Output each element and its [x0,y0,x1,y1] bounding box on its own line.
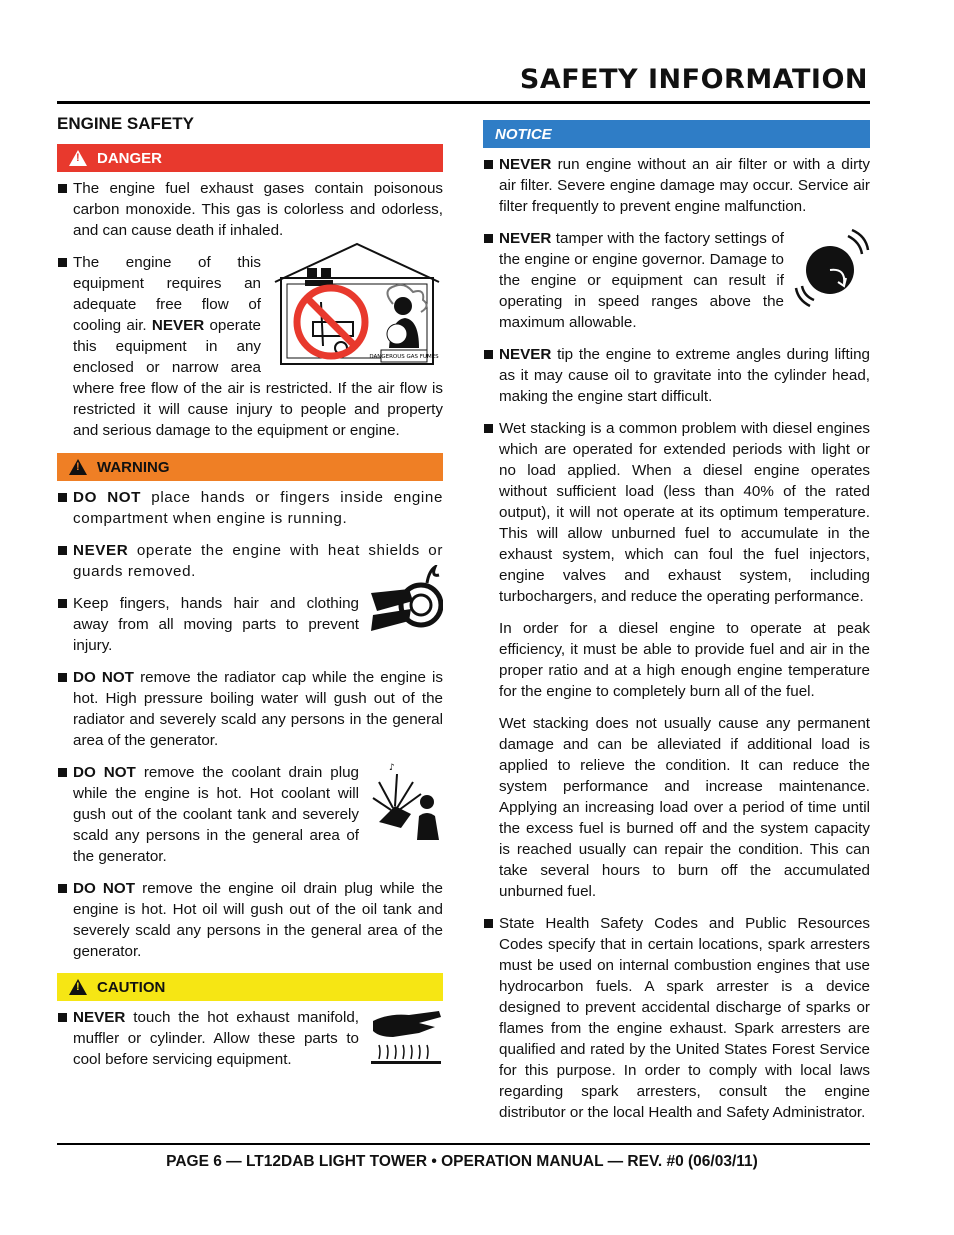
warning-item-1-lead: DO NOT [73,489,142,506]
notice-item-2-text: tamper with the factory settings of the engine or engine governor. Damage to the engine or equipment can result if operating in speed ranges above the maximum allowable. [499,230,784,331]
alert-triangle-icon [69,979,87,995]
warning-item-1-text: place hands or fingers inside engine compartment when engine is running. [73,489,443,527]
danger-item-2-rest: operate this equipment in any enclosed or narrow area where free flow of the air is restricted. If the air flow is restricted it will cause injury to people and property and serious damage to the equipment or engine. [73,317,443,439]
footer-rule [57,1143,870,1145]
danger-banner [57,144,443,172]
warning-item-4-text: remove the radiator cap while the engine is hot. High pressure boiling water will gush out of the radiator and severely scald any persons in the general area of the generator. [73,669,443,749]
notice-label: NOTICE [495,125,552,143]
page-title: SAFETY INFORMATION [519,64,868,95]
caution-item-1-text: touch the hot exhaust manifold, muffler or cylinder. Allow these parts to cool before servicing equipment. [73,1009,359,1068]
warning-item-5-text: remove the coolant drain plug while the engine is hot. Hot coolant will gush out of the coolant tank and severely scald any persons in the general area of the generator. [73,764,359,865]
notice-item-1-text: run engine without an air filter or with a dirty air filter. Severe engine damage may occur. Service air filter frequently to prevent engine malfunction. [499,156,870,215]
alert-triangle-icon [69,150,87,166]
notice-item-1-lead: NEVER [499,156,552,173]
danger-label: DANGER [97,149,163,167]
caution-banner [57,973,443,1001]
warning-item-3-text: Keep fingers, hands hair and clothing away from all moving parts to prevent injury. [73,595,359,654]
notice-item-5 [483,913,870,1123]
notice-item-4-paragraph-2: In order for a diesel engine to operate at peak efficiency, it must be able to provide fuel and air in the proper ratio and at a high enough engine temperature for the engine to completely burn all of the fuel. [499,620,870,700]
warning-item-4-lead: DO NOT [73,669,134,686]
caution-item-1-lead: NEVER [73,1009,126,1026]
notice-banner [483,120,870,148]
alert-triangle-icon [69,459,87,475]
notice-item-3 [483,344,870,407]
danger-item-2-never: NEVER [151,317,205,334]
right-column [483,116,870,1134]
caution-label: CAUTION [97,978,166,996]
section-title: ENGINE SAFETY [57,114,194,133]
hot-surface-hand-icon [369,1007,443,1069]
title-rule [57,101,870,104]
warning-item-6-text: remove the engine oil drain plug while the engine is hot. Hot oil will gush out of the oil tank and severely scald any persons in the general area of the generator. [73,880,443,960]
scalding-spray-icon [369,762,443,842]
notice-item-4-paragraph-3: Wet stacking does not usually cause any permanent damage and can be alleviated if additional load is applied to relieve the condition. It can reduce the system performance and increase maintenance. Applying an increasing load over a period of time until the excess fuel is burned off and the system capacity is reached usually can repair the condition. This can take several hours to burn off the accumulated unburned fuel. [499,715,870,900]
fumes-label: DANGEROUS GAS FUMES [369,354,439,360]
warning-item-5 [57,762,443,867]
danger-item-2 [57,252,443,442]
left-column [57,112,443,1081]
warning-item-2-lead: NEVER [73,542,129,559]
notice-item-1 [483,154,870,217]
notice-item-3-lead: NEVER [499,346,552,363]
warning-label: WARNING [97,458,170,476]
notice-item-5-text: State Health Safety Codes and Public Resources Codes specify that in certain locations, spark arresters must be used on internal combustion engines that use hydrocarbon fuels. A spark arrester is a device designed to prevent accidental discharge of sparks or flames from the engine exhaust. Spark arresters are qualified and rated by the United States Forest Service for this purpose. In order to comply with local laws regarding spark arresters, consult the engine distributor or the local Health and Safety Administrator. [499,915,870,1121]
warning-item-5-lead: DO NOT [73,764,136,781]
warning-item-4 [57,667,443,751]
governor-dial-icon [794,228,870,312]
danger-item-1-text: The engine fuel exhaust gases contain poisonous carbon monoxide. This gas is colorless and odorless, and can cause death if inhaled. [73,180,443,239]
warning-item-6 [57,878,443,962]
notice-item-2 [483,228,870,333]
warning-item-1 [57,487,443,529]
notice-item-4 [483,418,870,607]
caution-item-1 [57,1007,443,1070]
notice-item-2-lead: NEVER [499,230,552,247]
warning-item-6-lead: DO NOT [73,880,135,897]
page-footer [0,1153,954,1171]
footer-text: PAGE 6 — LT12DAB LIGHT TOWER • OPERATION MANUAL — REV. #0 (06/03/11) [166,1153,758,1170]
danger-item-1 [57,178,443,241]
svg-text:♪: ♪ [389,763,395,773]
notice-item-3-text: tip the engine to extreme angles during lifting as it may cause oil to gravitate into the cylinder head, making the engine start difficult. [499,346,870,405]
warning-banner [57,453,443,481]
moving-parts-hand-icon [369,565,443,635]
danger-item-2-lead: The engine of this equipment requires an adequate free flow of cooling air. [73,254,261,334]
notice-item-4-text: Wet stacking is a common problem with diesel engines which are operated for extended periods with light or no load applied. When a diesel engine operates without sufficient load (less than 40% of the rated output), it will not operate at its optimum temperature. This will allow unburned fuel to accumulate in the exhaust system, which can foul the fuel injectors, engine valves and exhaust system, including turbochargers, and reduce the operating performance. [499,420,870,605]
no-enclosed-area-icon [271,242,443,370]
warning-item-3 [57,593,443,656]
warning-item-2-text: operate the engine with heat shields or guards removed. [73,542,444,580]
